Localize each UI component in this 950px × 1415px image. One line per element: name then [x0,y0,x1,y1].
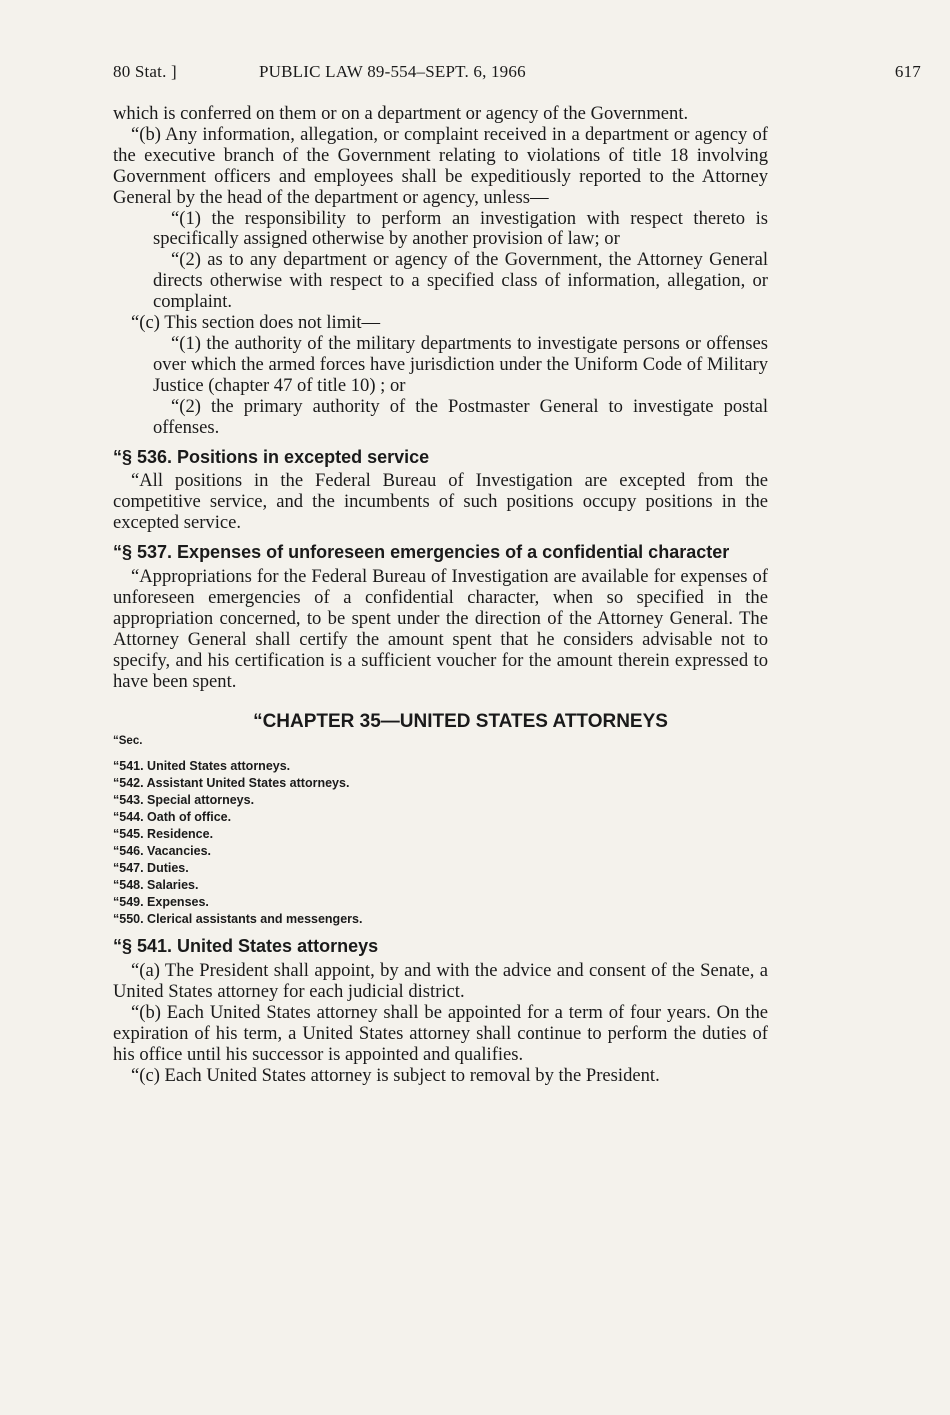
running-head [113,62,921,86]
toc-item: “543. Special attorneys. [113,793,255,808]
section-heading-541: “§ 541. United States attorneys [113,936,379,957]
toc-label: “Sec. [113,735,143,748]
paragraph: “Appropriations for the Federal Bureau of Investigation are available for expenses of unforeseen emergencies of a confidential character, when so specified in the appropriation concerned, to be spent under the direction of the Attorney General. The Attorney General shall certify the amount spent that he considers advisable not to specify, and his certification is a sufficient voucher for the amount therein expressed to have been spent. [113,566,768,692]
page-number: 617 [894,62,921,81]
toc-item: “546. Vacancies. [113,844,211,859]
toc-item: “544. Oath of office. [113,810,232,825]
paragraph: “(a) The President shall appoint, by and with the advice and consent of the Senate, a United States attorney for each judicial district. [113,960,768,1003]
paragraph: “(c) Each United States attorney is subject to removal by the President. [131,1064,660,1086]
clause: “(2) as to any department or agency of the Government, the Attorney General directs otherwise with respect to a specified class of information, allegation, or complaint. [153,249,768,313]
toc-item: “550. Clerical assistants and messengers. [113,912,363,927]
chapter-heading: “CHAPTER 35—UNITED STATES ATTORNEYS [253,711,668,733]
paragraph: “All positions in the Federal Bureau of Investigation are excepted from the competitive service, and the incumbents of such positions occupy positions in the excepted service. [113,470,768,534]
toc-item: “541. United States attorneys. [113,759,291,774]
running-title: PUBLIC LAW 89-554–SEPT. 6, 1966 [259,62,526,81]
paragraph: which is conferred on them or on a department or agency of the Government. [113,103,689,124]
clause: “(1) the authority of the military departments to investigate persons or offenses over which the armed forces have jurisdiction under the Uniform Code of Military Justice (chapter 47 of title 10) ; or [153,332,768,396]
toc-item: “547. Duties. [113,861,189,876]
paragraph: “(b) Each United States attorney shall be appointed for a term of four years. On the expiration of his term, a United States attorney shall continue to perform the duties of his office until his successor is appointed and qualifies. [113,1002,768,1065]
toc-item: “545. Residence. [113,827,214,842]
clause: “(2) the primary authority of the Postmaster General to investigate postal offenses. [153,395,768,438]
statute-volume: 80 Stat. ] [113,62,177,81]
paragraph: “(c) This section does not limit— [131,312,381,334]
section-heading-537: “§ 537. Expenses of unforeseen emergencies of a confidential character [113,542,730,563]
toc-item: “542. Assistant United States attorneys. [113,776,350,791]
section-heading-536: “§ 536. Positions in excepted service [113,446,430,467]
chapter-table-of-contents [113,758,768,928]
clause: “(1) the responsibility to perform an investigation with respect thereto is specifically assigned otherwise by another provision of law; or [153,207,768,250]
body-text [113,104,768,1087]
toc-item: “548. Salaries. [113,878,199,893]
toc-item: “549. Expenses. [113,895,209,910]
paragraph: “(b) Any information, allegation, or complaint received in a department or agency of the executive branch of the Government relating to violations of title 18 involving Government officers and employees shall be expeditiously reported to the Attorney General by the head of the department or agency, unless— [113,123,768,208]
